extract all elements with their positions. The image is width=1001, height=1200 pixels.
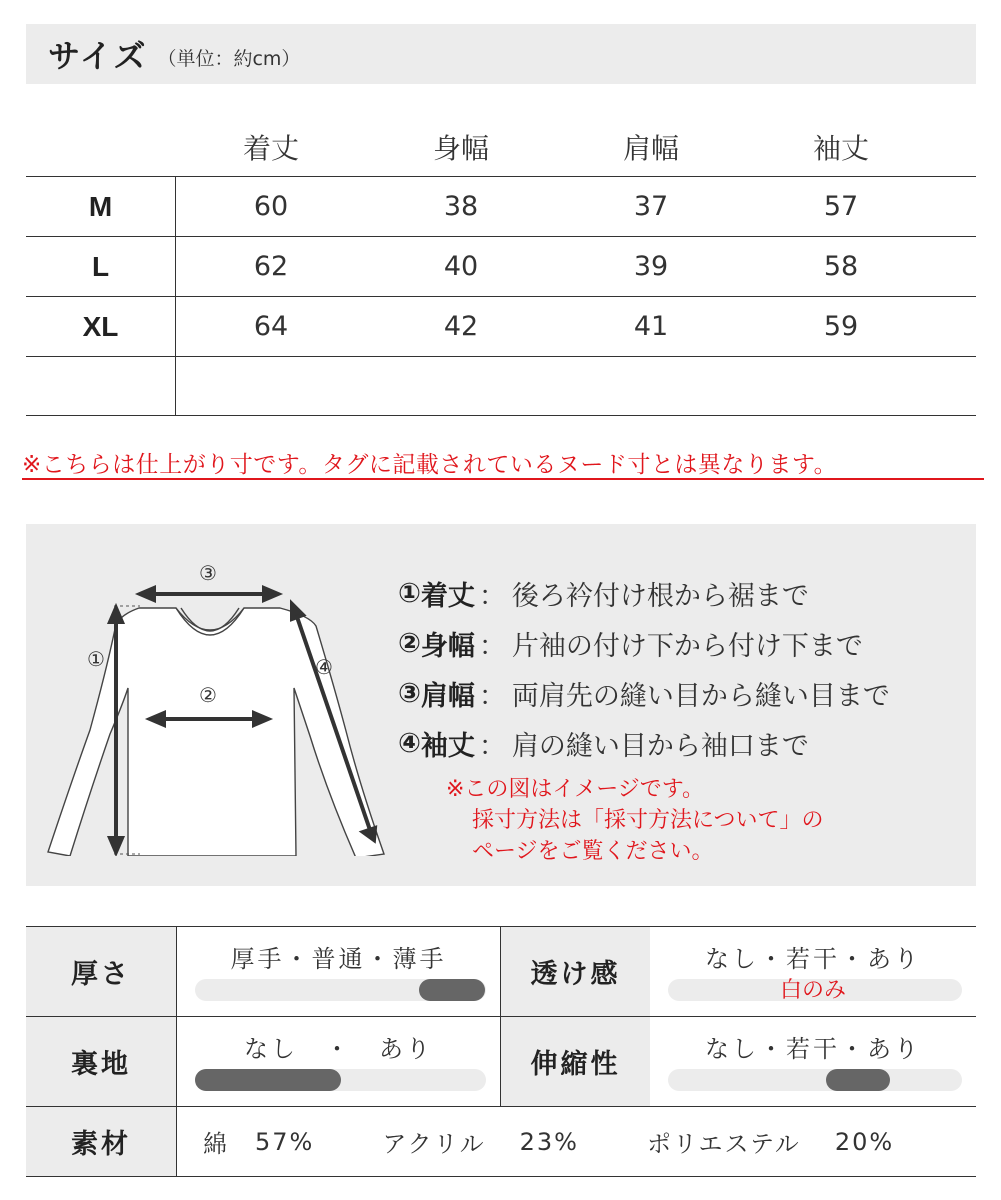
thickness-options: 厚手・普通・薄手 [230,945,447,973]
measurement-item [398,668,890,718]
measure-name: 肩幅 [420,680,475,712]
size-table-header [26,118,976,176]
size-value: 40 [443,251,479,282]
diagram-note-line: 採寸方法は「採寸方法について」の [472,808,824,833]
measurement-panel [26,524,976,886]
measure-description: 肩の縫い目から袖口まで [511,730,809,762]
measure-separator: ： [478,680,506,712]
thickness-indicator [419,979,485,1001]
measurement-list [398,568,890,768]
size-label: M [26,177,176,236]
material-name: ポリエステル [646,1130,801,1158]
material-percent: 57% [255,1127,315,1156]
stretch-scale [650,1017,976,1106]
note-underline [22,478,984,480]
size-value: 57 [823,191,859,222]
shirt-outline [48,608,384,856]
measure-description: 片袖の付け下から付け下まで [511,630,863,662]
marker-4: ④ [315,655,333,679]
size-table [26,118,976,416]
sheerness-options: なし・若干・あり [705,945,921,973]
shirt-diagram [44,556,424,856]
size-title-bar [26,24,976,84]
size-value: 64 [253,311,289,342]
measure-description: 両肩先の縫い目から縫い目まで [511,680,890,712]
size-value: 41 [633,311,669,342]
sheerness-label: 透け感 [500,927,650,1016]
lining-indicator [195,1069,341,1091]
measure-number: ① [398,577,421,609]
size-row-l [26,236,976,296]
lining-options: なし ・ あり [244,1035,433,1063]
size-label-empty [26,357,176,415]
diagram-note-line: ※この図はイメージです。 [446,777,705,802]
size-row-m [26,176,976,236]
size-row-xl [26,296,976,356]
size-unit-note: （単位：約cm） [157,47,301,70]
measure-number: ③ [398,677,421,709]
material-name: アクリル [382,1130,486,1158]
fabric-row-lining [26,1017,976,1107]
finished-size-note: ※こちらは仕上がり寸です。タグに記載されているヌード寸とは異なります。 [22,452,838,478]
measure-name: 身幅 [420,630,475,662]
thickness-track [195,979,486,1001]
fabric-row-thickness [26,927,976,1017]
measure-number: ② [398,627,421,659]
size-value: 60 [253,191,289,222]
stretch-indicator [826,1069,890,1091]
size-value: 62 [253,251,289,282]
measure-separator: ： [478,580,506,612]
size-value: 38 [443,191,479,222]
measure-number: ④ [398,727,421,759]
measure-description: 後ろ衿付け根から裾まで [511,580,809,612]
size-value: 42 [443,311,479,342]
header-chest-width: 身幅 [432,132,489,165]
measurement-item [398,568,890,618]
material-percent: 23% [519,1127,579,1156]
size-value: 59 [823,311,859,342]
size-label: XL [26,297,176,356]
lining-track [195,1069,486,1091]
diagram-note [446,774,824,867]
sheerness-scale [650,927,976,1016]
fabric-table [26,926,976,1177]
stretch-options: なし・若干・あり [705,1035,921,1063]
header-shoulder-width: 肩幅 [622,132,679,165]
size-label: L [26,237,176,296]
thickness-label: 厚さ [26,927,176,1016]
header-sleeve-length: 袖丈 [812,132,869,165]
measurement-item [398,718,890,768]
size-title: サイズ [48,37,148,75]
measurement-item [398,618,890,668]
diagram-note-line: ページをご覧ください。 [472,839,714,864]
measure-separator: ： [478,730,506,762]
marker-3: ③ [199,561,217,585]
measure-name: 袖丈 [420,730,475,762]
header-length: 着丈 [242,132,299,165]
material-label: 素材 [26,1107,176,1176]
stretch-label: 伸縮性 [500,1017,650,1106]
sheerness-note: 白のみ [779,978,846,1003]
material-name: 綿 [203,1130,229,1158]
size-value: 37 [633,191,669,222]
size-value: 39 [633,251,669,282]
marker-2: ② [199,683,217,707]
lining-label: 裏地 [26,1017,176,1106]
thickness-scale [176,927,500,1016]
measure-separator: ： [478,630,506,662]
marker-1: ① [87,647,105,671]
material-percent: 20% [834,1127,895,1156]
fabric-row-material [26,1107,976,1177]
size-value: 58 [823,251,859,282]
size-row-empty [26,356,976,416]
lining-scale [176,1017,500,1106]
measure-name: 着丈 [420,580,475,612]
stretch-track [668,1069,962,1091]
size-header-blank [26,118,176,176]
material-composition [176,1107,976,1176]
